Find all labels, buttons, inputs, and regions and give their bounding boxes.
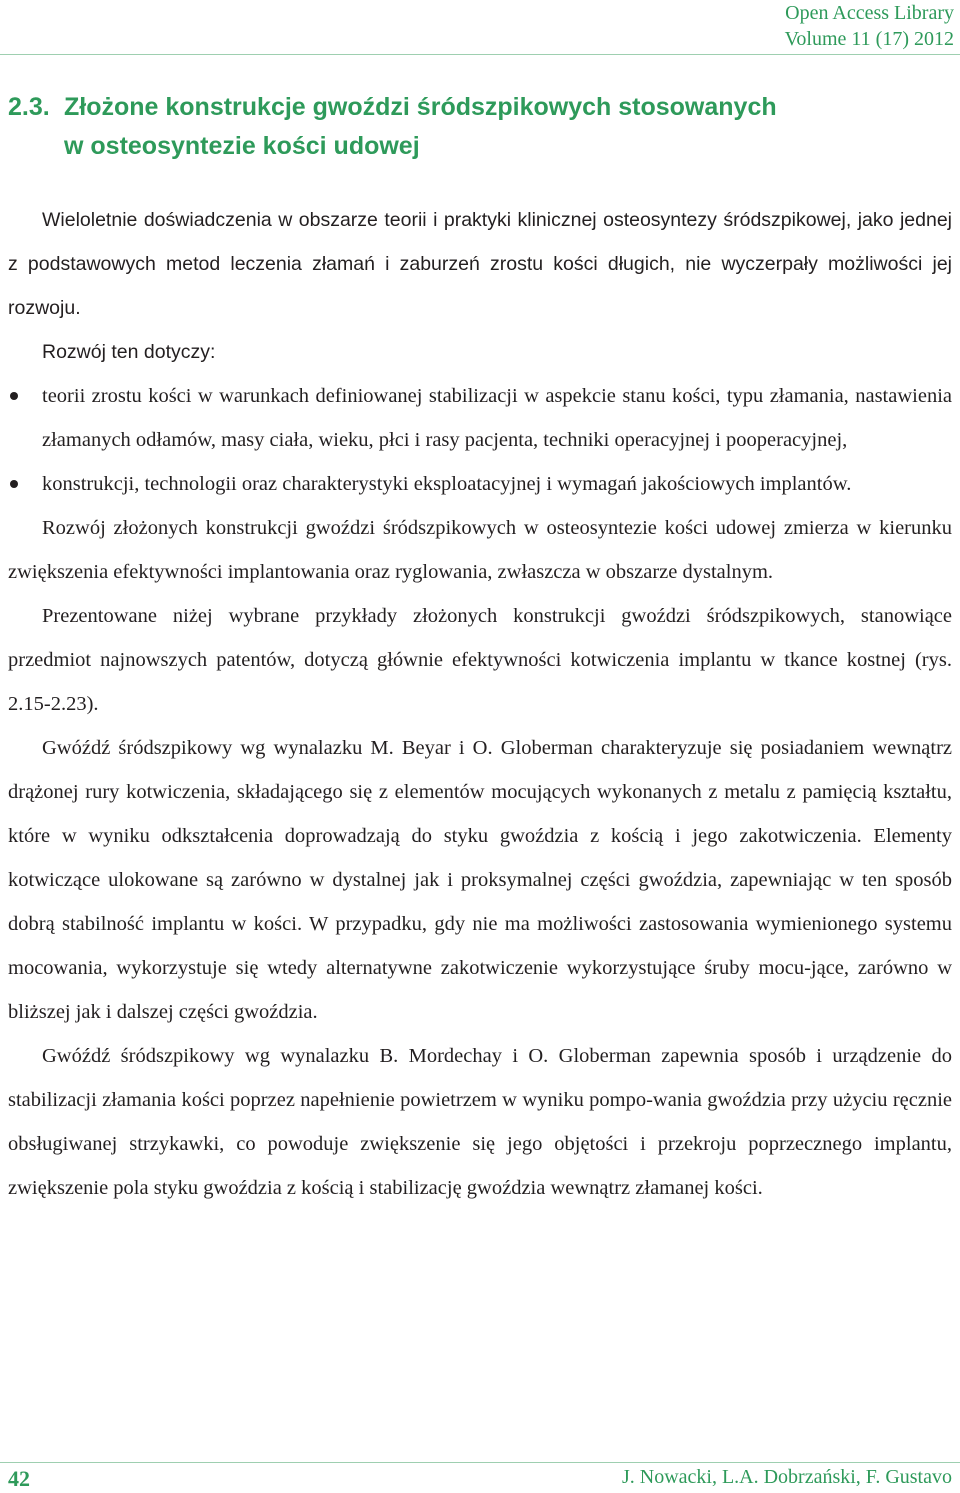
paragraph-intro: Wieloletnie doświadczenia w obszarze teorii i praktyki klinicznej osteosyntezy śródszpikowej, jako jednej z podstawowych metod leczenia złamań i zaburzeń zrostu kości długich, nie wyczerpały możliwości jej rozwoju. (8, 209, 952, 319)
section-heading (8, 88, 908, 166)
paragraph-direction: Rozwój złożonych konstrukcji gwoździ śródszpikowych w osteosyntezie kości udowej zmierza w kierunku zwiększenia efektywności implantowania oraz ryglowania, zwłaszcza w obszarze dystalnym. (8, 517, 952, 583)
list-item: konstrukcji, technologii oraz charakterystyki eksploatacyjnej i wymagań jakościowych implantów. (8, 462, 952, 506)
page-number: 42 (8, 1466, 30, 1491)
paragraph-examples: Prezentowane niżej wybrane przykłady złożonych konstrukcji gwoździ śródszpikowych, stanowiące przedmiot najnowszych patentów, dotyczą głównie efektywności kotwiczenia implantu w tkance kostnej (rys. 2.15-2.23). (8, 605, 952, 715)
journal-volume: Volume 11 (17) 2012 (784, 28, 954, 50)
section-title-line1: Złożone konstrukcje gwoździ śródszpikowych stosowanych (64, 93, 777, 121)
footer-authors: J. Nowacki, L.A. Dobrzański, F. Gustavo (621, 1466, 952, 1488)
bullet-icon (10, 392, 18, 400)
header-divider (0, 54, 960, 55)
paragraph-beyar: Gwóźdź śródszpikowy wg wynalazku M. Beyar i O. Globerman charakteryzuje się posiadaniem wewnątrz drążonej rury kotwiczenia, składającego się z elementów mocujących wykonanych z metalu z pamięcią kształtu, które w wyniku odkształcenia doprowadzają do styku gwoździa z kością i jego zakotwiczenia. Elementy kotwiczące ulokowane są zarówno w dystalnej jak i proksymalnej części gwoździa, zapewniając w ten sposób dobrą stabilność implantu w kości. W przypadku, gdy nie ma możliwości zastosowania wymienionego systemu mocowania, wykorzystuje się wtedy alternatywne zakotwiczenie wykorzystujące śruby mocu-jące, zarówno w bliższej jak i dalszej części gwoździa. (8, 737, 952, 1023)
paragraph-development: Rozwój ten dotyczy: (42, 341, 216, 363)
bullet-list (8, 374, 952, 506)
paragraph-mordechay: Gwóźdź śródszpikowy wg wynalazku B. Mordechay i O. Globerman zapewnia sposób i urządzenie do stabilizacji złamania kości poprzez napełnienie powietrzem w wyniku pompo-wania gwoździa przy użyciu ręcznie obsługiwanej strzykawki, co powoduje zwiększenie się jego objętości i przekroju poprzecznego implantu, zwiększenie pola styku gwoździa z kością i stabilizację gwoździa wewnątrz złamanej kości. (8, 1045, 952, 1199)
footer-divider (0, 1462, 960, 1463)
section-number: 2.3. (8, 93, 50, 121)
body-text (8, 198, 952, 1210)
section-title-line2: w osteosyntezie kości udowej (64, 132, 420, 160)
running-header (785, 0, 954, 52)
list-item: teorii zrostu kości w warunkach definiowanej stabilizacji w aspekcie stanu kości, typu złamania, nastawienia złamanych odłamów, masy ciała, wieku, płci i rasy pacjenta, techniki operacyjnej i pooperacyjnej, (8, 374, 952, 462)
bullet-icon (10, 480, 18, 488)
journal-name: Open Access Library (785, 2, 954, 24)
